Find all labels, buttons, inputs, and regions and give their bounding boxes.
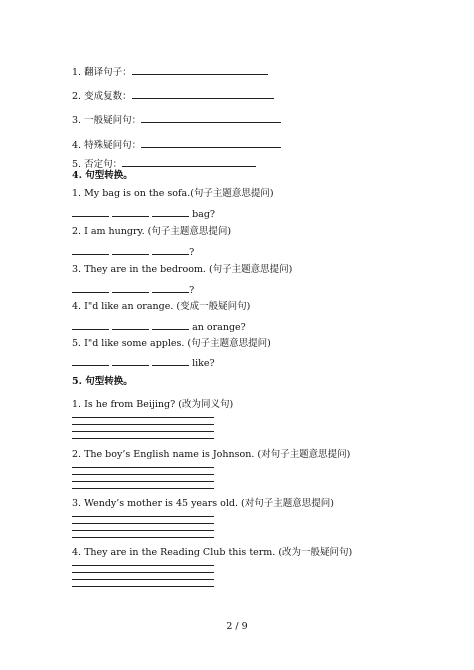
answer-tail: an orange? — [192, 322, 246, 333]
part1-item-3 — [72, 113, 281, 127]
answer-tail: ? — [189, 285, 195, 296]
part1-item-label: 3. 一般疑问句： — [72, 115, 142, 126]
answer-line[interactable] — [72, 481, 214, 482]
part1-item-2 — [72, 89, 274, 103]
answer-blank[interactable] — [152, 283, 189, 293]
section4-question-1: 1. My bag is on the sofa.(句子主题意思提问) — [72, 188, 274, 199]
section5-question-3: 3. Wendy’s mother is 45 years old. (对句子主题意思提问) — [72, 498, 334, 509]
answer-line[interactable] — [72, 586, 214, 587]
answer-line[interactable] — [72, 579, 214, 580]
answer-line[interactable] — [72, 417, 214, 418]
answer-tail: ? — [189, 247, 195, 258]
answer-blank[interactable] — [72, 320, 109, 330]
part1-item-label: 5. 否定句： — [72, 159, 123, 170]
section4-question-3: 3. They are in the bedroom. (句子主题意思提问) — [72, 264, 293, 275]
page-number: 2 / 9 — [226, 621, 248, 632]
part1-item-label: 4. 特殊疑问句： — [72, 140, 142, 151]
part1-item-4 — [72, 138, 281, 152]
answer-blank[interactable] — [141, 113, 281, 123]
section5-question-1: 1. Is he from Beijing? (改为同义句) — [72, 399, 234, 410]
answer-blank[interactable] — [132, 65, 268, 75]
answer-blank[interactable] — [152, 245, 189, 255]
answer-line[interactable] — [72, 467, 214, 468]
answer-blank[interactable] — [112, 356, 149, 366]
section4-answer-row-5 — [72, 356, 215, 370]
answer-blank[interactable] — [72, 283, 109, 293]
answer-line[interactable] — [72, 424, 214, 425]
answer-line[interactable] — [72, 474, 214, 475]
answer-line[interactable] — [72, 537, 214, 538]
section5-heading: 5. 句型转换。 — [72, 376, 133, 387]
part1-item-label: 1. 翻译句子： — [72, 67, 132, 78]
section4-answer-row-3 — [72, 283, 194, 297]
answer-blank[interactable] — [141, 138, 281, 148]
section4-heading: 4. 句型转换。 — [72, 170, 133, 181]
answer-line[interactable] — [72, 530, 214, 531]
answer-line[interactable] — [72, 565, 214, 566]
answer-line[interactable] — [72, 516, 214, 517]
answer-tail: bag? — [192, 209, 216, 220]
answer-tail: like? — [192, 358, 215, 369]
section4-answer-row-1 — [72, 207, 215, 221]
section4-answer-row-2 — [72, 245, 194, 259]
answer-blank[interactable] — [152, 320, 189, 330]
section4-question-5: 5. I"d like some apples. (句子主题意思提问) — [72, 338, 271, 349]
answer-blank[interactable] — [112, 245, 149, 255]
answer-blank[interactable] — [72, 207, 109, 217]
answer-blank[interactable] — [72, 245, 109, 255]
answer-blank[interactable] — [152, 356, 189, 366]
section5-question-2: 2. The boy’s English name is Johnson. (对句子主题意思提问) — [72, 449, 351, 460]
section5-question-4: 4. They are in the Reading Club this term. (改为一般疑问句) — [72, 547, 353, 558]
answer-blank[interactable] — [72, 356, 109, 366]
answer-blank[interactable] — [112, 207, 149, 217]
answer-line[interactable] — [72, 488, 214, 489]
answer-line[interactable] — [72, 523, 214, 524]
answer-line[interactable] — [72, 438, 214, 439]
answer-blank[interactable] — [152, 207, 189, 217]
part1-item-1 — [72, 65, 268, 79]
section4-question-2: 2. I am hungry. (句子主题意思提问) — [72, 226, 232, 237]
answer-line[interactable] — [72, 431, 214, 432]
answer-blank[interactable] — [122, 157, 256, 167]
part1-item-5 — [72, 157, 256, 171]
section4-question-4: 4. I"d like an orange. (变成一般疑问句) — [72, 301, 251, 312]
answer-blank[interactable] — [112, 320, 149, 330]
answer-blank[interactable] — [132, 89, 274, 99]
answer-blank[interactable] — [112, 283, 149, 293]
section4-answer-row-4 — [72, 320, 246, 334]
part1-item-label: 2. 变成复数： — [72, 91, 132, 102]
answer-line[interactable] — [72, 572, 214, 573]
